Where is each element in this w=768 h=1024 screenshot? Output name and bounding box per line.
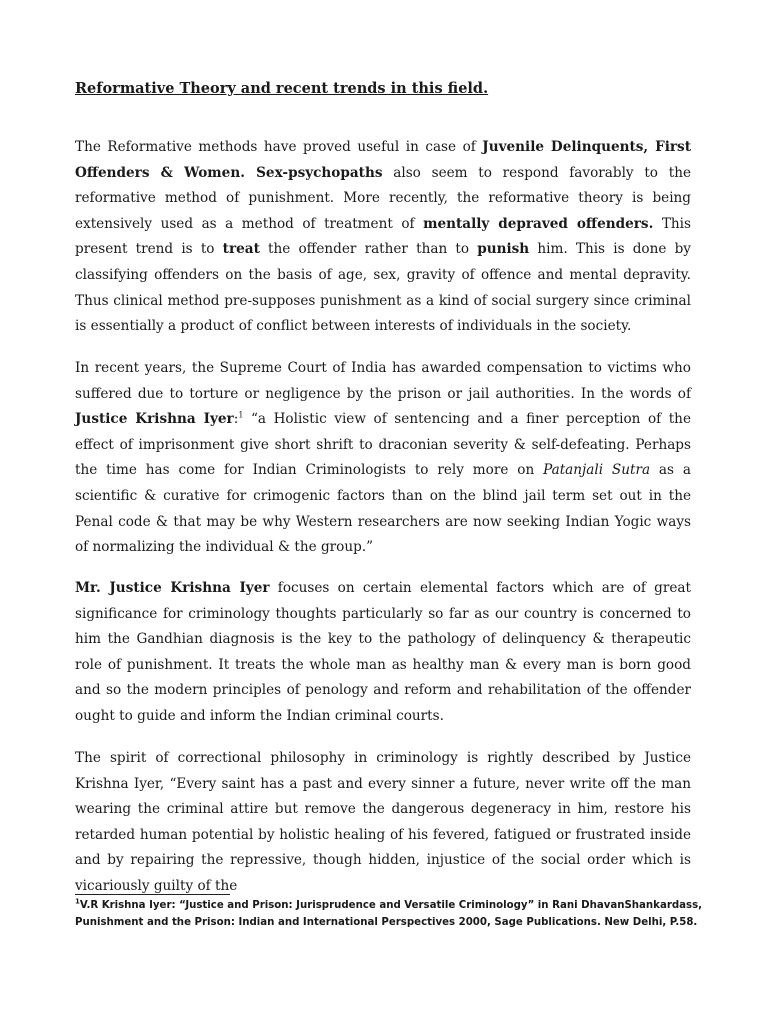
- bold-run: Mr. Justice Krishna Iyer: [75, 580, 270, 596]
- text-run: In recent years, the Supreme Court of India has awarded compensation to victims who suffered due to torture or negligence by the prison or jail authorities. In the words of: [75, 360, 691, 402]
- footnote: [75, 897, 715, 931]
- footnote-reference[interactable]: 1: [238, 410, 244, 420]
- italic-run: Patanjali Sutra: [543, 462, 651, 479]
- text-run: him. This is done by classifying offenders on the basis of age, sex, gravity of offence and mental depravity. Thus clinical method pre-supposes punishment as a kind of social surgery since criminal is essentially a product of conflict between interests of individuals in the society.: [75, 241, 691, 335]
- text-run: The spirit of correctional philosophy in criminology is rightly described by Justice Krishna Iyer, “Every saint has a past and every sinner a future, never write off the man wearing the criminal attire but remove the dangerous degeneracy in him, restore his retarded human potential by holistic healing of his fevered, fatigued or frustrated inside and by repairing the repressive, though hidden, injustice of the social order which is vicariously guilty of the: [75, 750, 691, 894]
- footnote-marker: 1: [75, 897, 80, 906]
- text-run: :: [233, 411, 239, 428]
- footnote-divider: [75, 894, 230, 895]
- paragraph-correctional-philosophy: [75, 746, 691, 900]
- text-run: the offender rather than to: [259, 241, 478, 258]
- paragraph-supreme-court: [75, 356, 691, 561]
- page-title: Reformative Theory and recent trends in this field.: [75, 80, 489, 97]
- text-run: “a Holistic view of sentencing and a finer perception of the effect of imprisonment give short shrift to draconian severity & self-defeating. Perhaps the time has come for Indian Criminologists to rely more on: [75, 411, 691, 479]
- bold-run: Justice Krishna Iyer: [75, 411, 234, 428]
- text-run: as a scientific & curative for crimogenic factors than on the blind jail term set out in the Penal code & that may be why Western researchers are now seeking Indian Yogic ways of normalizing the individual & the group.”: [75, 462, 691, 556]
- paragraph-reformative-methods: [75, 135, 691, 340]
- bold-run: Juvenile Delinquents, First Offenders & Women. Sex-psychopaths: [75, 139, 691, 181]
- text-run: also seem to respond favorably to the reformative method of punishment. More recently, the reformative theory is being extensively used as a method of treatment of: [75, 164, 691, 232]
- paragraph-krishna-iyer: [75, 576, 691, 730]
- bold-run: treat: [222, 241, 260, 258]
- bold-run: mentally depraved offenders.: [423, 215, 654, 232]
- text-run: The Reformative methods have proved useful in case of: [75, 139, 483, 155]
- text-run: This present trend is to: [75, 215, 691, 258]
- text-run: focuses on certain elemental factors which are of great significance for criminology thoughts particularly so far as our country is concerned to him the Gandhian diagnosis is the key to the pathology of delinquency & therapeutic role of punishment. It treats the whole man as healthy man & every man is born good and so the modern principles of penology and reform and rehabilitation of the offender ought to guide and inform the Indian criminal courts.: [75, 580, 691, 724]
- footnote-text: V.R Krishna Iyer: “Justice and Prison: Jurisprudence and Versatile Criminology” in Rani DhavanShankardass, Punishment and the Prison: Indian and International Perspectives 2000, Sage Publications. New Delhi, P.58.: [75, 900, 703, 928]
- bold-run: punish: [477, 241, 530, 258]
